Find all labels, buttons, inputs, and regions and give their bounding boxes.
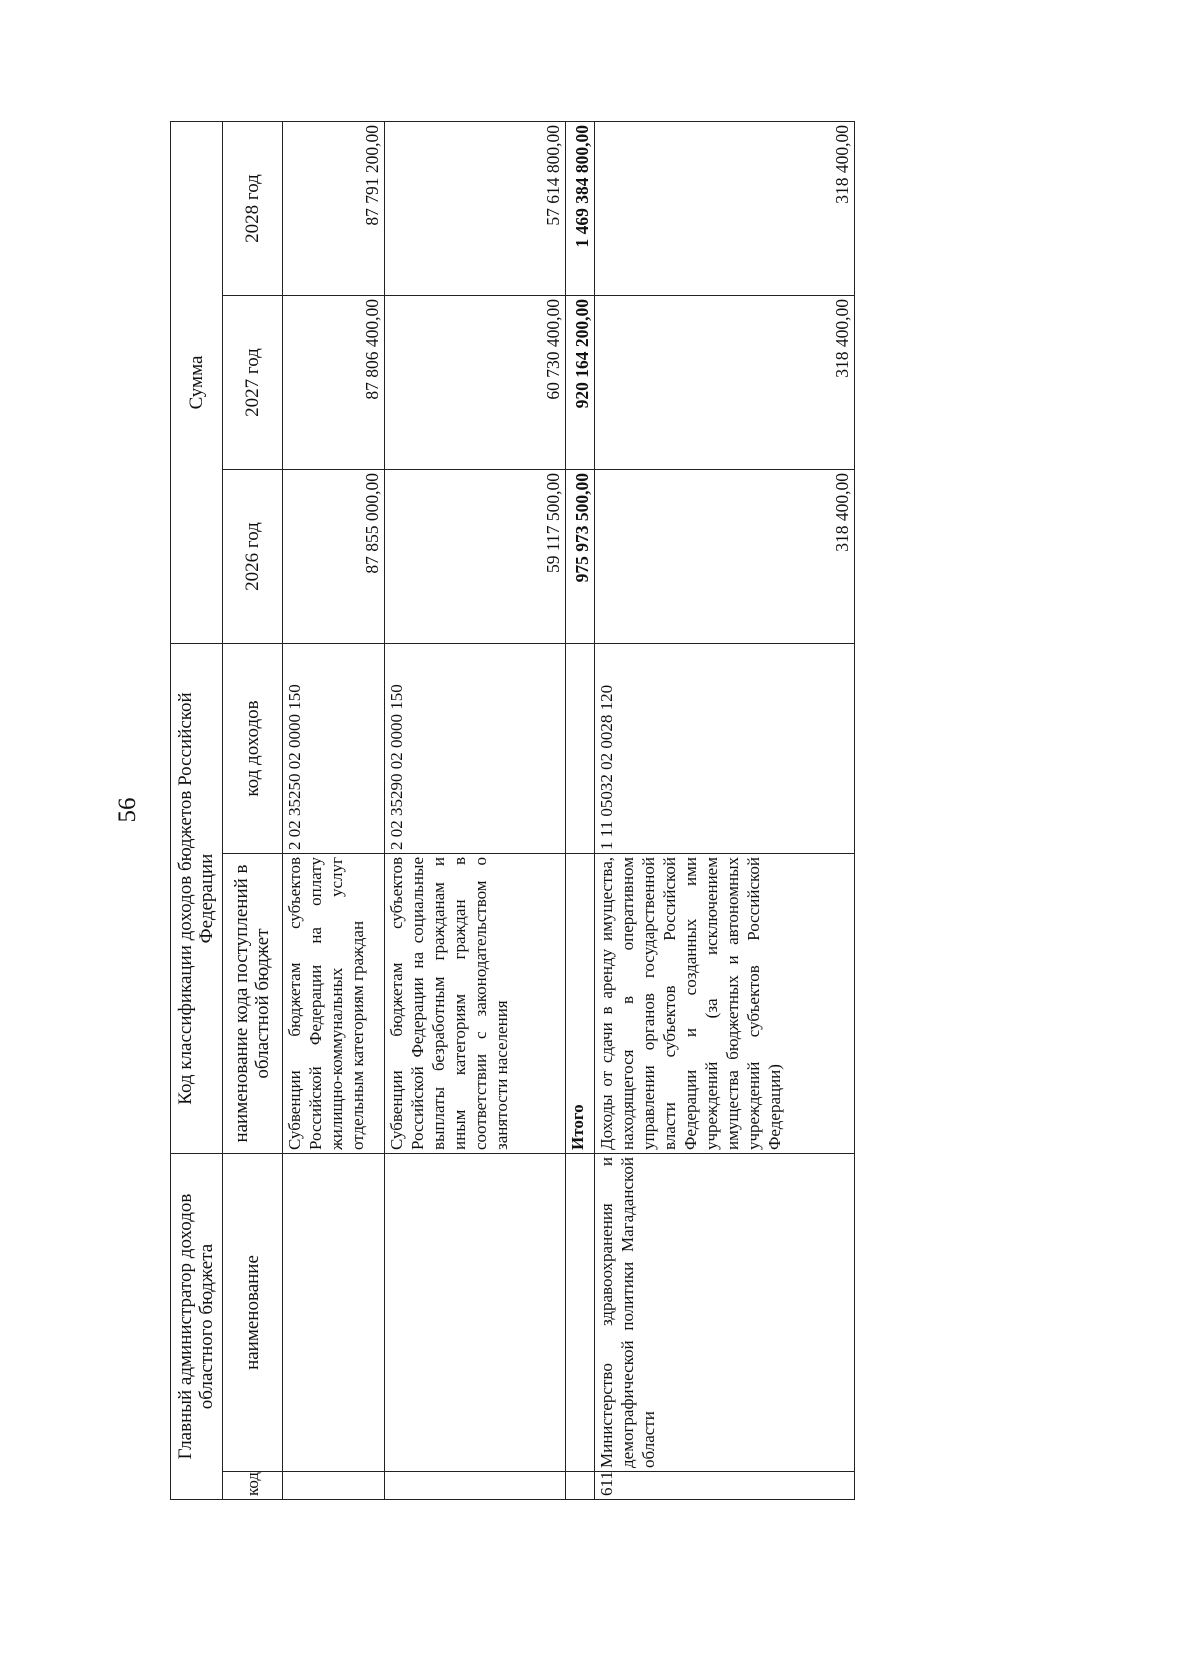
total-row [565,121,595,1499]
amount-2028-cell: 87 791 200,00 [282,121,384,295]
amount-2028-cell: 318 400,00 [595,121,855,295]
sum-group-header: Сумма [171,121,223,643]
income-code-cell: 2 02 35290 02 0000 150 [384,644,565,854]
header-row-2 [222,121,282,1499]
col-code-header: код [222,1472,282,1500]
header-row-1 [171,121,223,1499]
col-income-name-header: наименование кода поступлений в областной бюджет [222,854,282,1154]
amount-2027-cell: 87 806 400,00 [282,296,384,470]
admin-code-cell [384,1472,565,1500]
total-empty-code [565,1472,595,1500]
admin-name-cell [384,1154,565,1472]
amount-2026-cell: 59 117 500,00 [384,470,565,644]
col-2028-header: 2028 год [222,121,282,295]
col-name-header: наименование [222,1154,282,1472]
income-code-cell: 2 02 35250 02 0000 150 [282,644,384,854]
admin-code-cell [282,1472,384,1500]
amount-2027-cell: 60 730 400,00 [384,296,565,470]
col-income-code-header: код доходов [222,644,282,854]
total-label: Итого [565,854,595,1154]
total-2026-cell: 975 973 500,00 [565,470,595,644]
table-row [595,121,855,1499]
amount-2026-cell: 318 400,00 [595,470,855,644]
income-name-cell: Субвенции бюджетам субъектов Российской Федерации на социальные выплаты безработным гражданам и иным категориям граждан в соответствии с законодательством о занятости населения [384,854,565,1154]
rotated-page [170,122,855,1500]
admin-name-cell [282,1154,384,1472]
amount-2028-cell: 57 614 800,00 [384,121,565,295]
classification-group-header: Код классификации доходов бюджетов Российской Федерации [171,644,223,1154]
total-2027-cell: 920 164 200,00 [565,296,595,470]
income-name-cell: Доходы от сдачи в аренду имущества, находящегося в оперативном управлении органов государственной власти субъектов Российской Федерации и созданных ими учреждений (за исключением имущества бюджетных и автономных учреждений субъектов Российской Федерации) [595,854,855,1154]
income-name-cell: Субвенции бюджетам субъектов Российской Федерации на оплату жилищно-коммунальных услуг отдельным категориям граждан [282,854,384,1154]
income-table [170,121,855,1500]
income-code-cell: 1 11 05032 02 0028 120 [595,644,855,854]
admin-code-cell: 611 [595,1472,855,1500]
page-number: 56 [114,797,141,823]
col-2026-header: 2026 год [222,470,282,644]
total-empty-name [565,1154,595,1472]
col-2027-header: 2027 год [222,296,282,470]
total-2028-cell: 1 469 384 800,00 [565,121,595,295]
admin-group-header: Главный администратор доходов областного бюджета [171,1154,223,1500]
amount-2026-cell: 87 855 000,00 [282,470,384,644]
table-row [384,121,565,1499]
admin-name-cell: Министерство здравоохранения и демографической политики Магаданской области [595,1154,855,1472]
total-empty-income-code [565,644,595,854]
table-row [282,121,384,1499]
amount-2027-cell: 318 400,00 [595,296,855,470]
